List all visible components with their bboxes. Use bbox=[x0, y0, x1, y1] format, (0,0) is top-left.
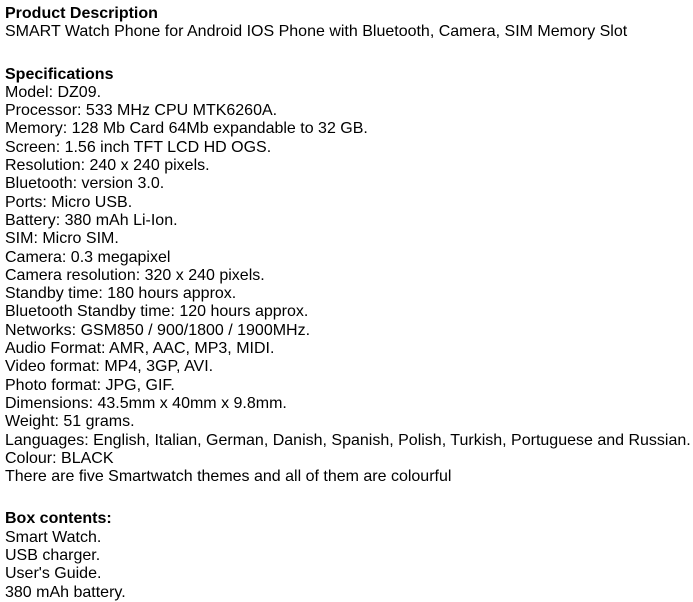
section-spacer bbox=[5, 486, 693, 510]
spec-camera: Camera: 0.3 megapixel bbox=[5, 248, 171, 266]
spec-memory: Memory: 128 Mb Card 64Mb expandable to 32 GB. bbox=[5, 120, 368, 138]
spec-photo-format: Photo format: JPG, GIF. bbox=[5, 376, 175, 394]
spec-networks: Networks: GSM850 / 900/1800 / 1900MHz. bbox=[5, 321, 311, 339]
spec-bluetooth: Bluetooth: version 3.0. bbox=[5, 175, 165, 193]
box-item: User's Guide. bbox=[5, 565, 102, 583]
spec-standby-time: Standby time: 180 hours approx. bbox=[5, 285, 237, 303]
spec-themes-note: There are five Smartwatch themes and all of them are colourful bbox=[5, 468, 452, 486]
spec-processor: Processor: 533 MHz CPU MTK6260A. bbox=[5, 102, 278, 120]
spec-sim: SIM: Micro SIM. bbox=[5, 230, 119, 248]
box-contents-heading: Box contents: bbox=[5, 510, 112, 528]
spec-audio-format: Audio Format: AMR, AAC, MP3, MIDI. bbox=[5, 340, 275, 358]
spec-colour: Colour: BLACK bbox=[5, 449, 114, 467]
spec-model: Model: DZ09. bbox=[5, 83, 102, 101]
spec-battery: Battery: 380 mAh Li-Ion. bbox=[5, 211, 178, 229]
product-description-section bbox=[5, 5, 693, 42]
spec-ports: Ports: Micro USB. bbox=[5, 193, 133, 211]
spec-video-format: Video format: MP4, 3GP, AVI. bbox=[5, 358, 214, 376]
section-spacer bbox=[5, 42, 693, 66]
spec-resolution: Resolution: 240 x 240 pixels. bbox=[5, 157, 210, 175]
box-item: USB charger. bbox=[5, 547, 101, 565]
box-item: 380 mAh battery. bbox=[5, 583, 126, 601]
box-item: Smart Watch. bbox=[5, 528, 102, 546]
box-contents-section bbox=[5, 510, 693, 601]
specifications-heading: Specifications bbox=[5, 65, 114, 83]
spec-camera-resolution: Camera resolution: 320 x 240 pixels. bbox=[5, 266, 265, 284]
spec-languages: Languages: English, Italian, German, Danish, Spanish, Polish, Turkish, Portuguese and Russian. bbox=[5, 431, 691, 449]
product-description-heading: Product Description bbox=[5, 5, 158, 22]
spec-bluetooth-standby: Bluetooth Standby time: 120 hours approx. bbox=[5, 303, 309, 321]
spec-screen: Screen: 1.56 inch TFT LCD HD OGS. bbox=[5, 138, 272, 156]
product-description-text: SMART Watch Phone for Android IOS Phone with Bluetooth, Camera, SIM Memory Slot bbox=[5, 23, 628, 41]
spec-weight: Weight: 51 grams. bbox=[5, 413, 135, 431]
specifications-section bbox=[5, 66, 693, 487]
spec-dimensions: Dimensions: 43.5mm x 40mm x 9.8mm. bbox=[5, 394, 287, 412]
